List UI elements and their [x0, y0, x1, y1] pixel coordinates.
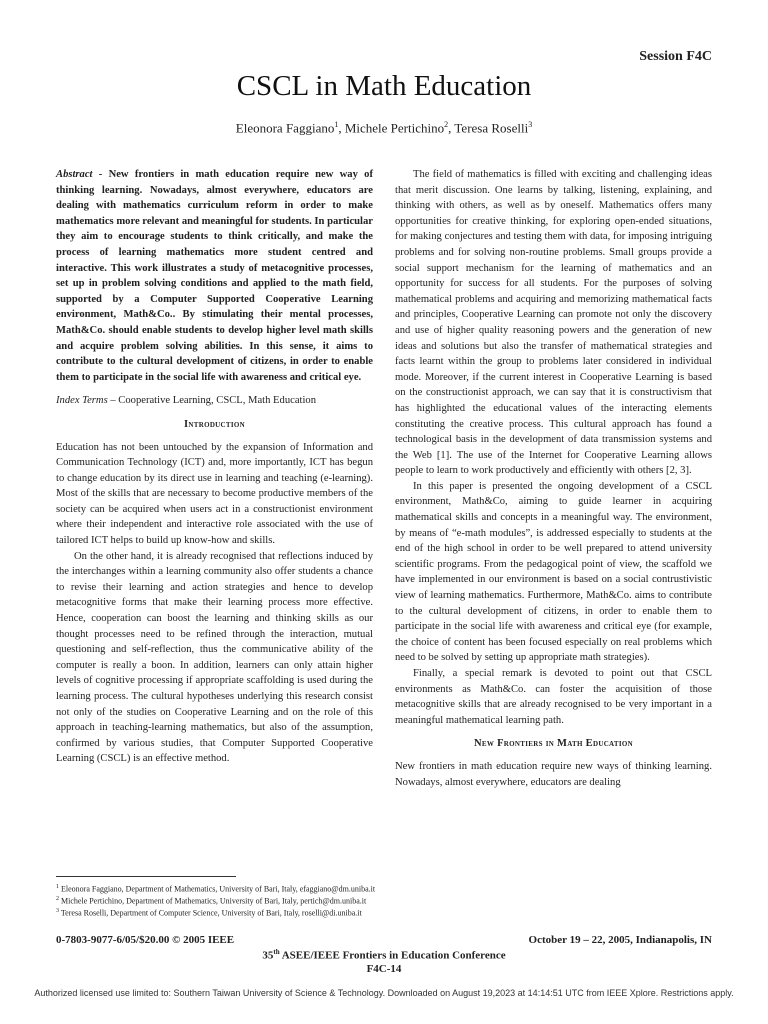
author-mark: 1 [334, 120, 339, 129]
session-label: Session F4C [639, 49, 712, 64]
section-heading-new-frontiers: New Frontiers in Math Education [474, 738, 633, 750]
paragraph: On the other hand, it is already recognised that reflections induced by the interchanges within a learning community also offer students a chance to revise their learning and action strategies and hence to develop metacognitive forms that make their learning process more effective. Hence, cooperation can boost the learning and thinking skills as our thought processes need to be refined through the interaction, mutual questioning and self-reflection, thus the communicative ability of the computer is really a boon. In addition, learners can only attain higher levels of cognitive processing if appropriate scaffolding is used during the learning process. The cultural hypotheses underlying this research consist not only of the studies on Cooperative Learning and on the role of this approach in teaching-learning mathematics, but also of the assumption, confirmed by various studies, that Computer Supported Cooperative Learning (CSCL) is an effective method. [56, 550, 373, 765]
license-notice: Authorized licensed use limited to: Southern Taiwan University of Science & Technology. Downloaded on August 19,2023 at 14:14:51 UTC from IEEE Xplore. Restrictions apply. [34, 988, 734, 998]
footnote [56, 882, 375, 895]
footnote-text: Teresa Roselli, Department of Computer Science, University of Bari, Italy, roselli@di.uniba.it [59, 908, 362, 918]
footnote [56, 906, 362, 919]
footnote-divider [56, 876, 236, 877]
author-mark: 2 [444, 120, 449, 129]
footnote-mark: 2 [56, 896, 59, 902]
paragraph: New frontiers in math education require new ways of thinking learning. Nowadays, almost everywhere, educators are dealing [395, 760, 712, 788]
paragraph: In this paper is presented the ongoing development of a CSCL environment, Math&Co, aiming to guide learner in acquiring mathematical skills and concepts in a meaningful way. The environment, by means of “e-math modules”, is addressed especially to students at the end of the high school in order to be well prepared to attend university scientific programs. From the pedagogical point of view, the scaffold we have implemented in our environment is based on a social contrustivistic view of learning mathematics. Furthermore, Math&Co. aims to contribute to the cultural development of citizens, in order to enable them to participate in the social life with awareness and critical eye (for example, the choice of content has been focused especially on real problems which need to be solved by setting up appropriate math strategies). [395, 480, 712, 664]
footer-page-code: F4C-14 [366, 963, 402, 975]
section-heading-introduction: Introduction [184, 418, 245, 430]
paragraph: Finally, a special remark is devoted to point out that CSCL environments as Math&Co. can foster the acquisition of those metacognitive skills that are already recognised to be very important in a meaningful mathematical learning path. [395, 668, 712, 726]
footer-isbn: 0-7803-9077-6/05/$20.00 © 2005 IEEE [56, 934, 235, 946]
abstract-text: - New frontiers in math education require new way of thinking learning. Nowadays, almost everywhere, educators are dealing with mathematics curriculum reform in order to make mathematics more relevant and meaningful for students. In particular they aim to encourage students to think critically, and make the process of learning mathematics more student centred and interactive. This work illustrates a study of metacognitive processes, set up in problem solving conditions and applied to the math field, supported by a Computer Supported Cooperative Learning environment, Math&Co.. By stimulating their mental processes, Math&Co. should enable students to develop higher level math skills and acquire problem solving abilities. In this sense, it aims to contribute to the cultural development of citizens, in order to enable them to participate in the social life with awareness and critical eye. [56, 169, 373, 383]
paragraph: The field of mathematics is filled with exciting and challenging ideas that merit discussion. One learns by talking, listening, explaining, and thinking with others, as well as by oneself. Mathematics offers many opportunities for creative thinking, for exploring open-ended situations, for making conjectures and testing them with data, for imposing intriguing problems and for solving non-routine problems. Small groups provide a social support mechanism for the learning of mathematics and an opportunity for success for all students. For the purposes of solving mathematical problems and acquiring and memorizing mathematical facts and principles, Cooperative Learning can promote not only the discovery and use of higher quality reasoning powers and the generation of new ideas and solutions but also the transfer of mathematical strategies and facts learnt within the group to problems later considered in individual mode. Moreover, if the current interest in Cooperative Learning is based on the constructionist approach, we can say that it is constructivism that has highlighted the educational values of the interacting elements constituting the creative process. This cultural approach has found a technological basis in the development of data transmission systems and the Web [1]. The use of the Internet for Cooperative Learning allows people to learn to work productively and efficiently with others [2, 3]. [395, 169, 712, 477]
footnote [56, 894, 366, 907]
index-terms-text: – Cooperative Learning, CSCL, Math Education [107, 395, 317, 407]
author-name: Teresa Roselli [454, 120, 529, 136]
conference-name: ASEE/IEEE Frontiers in Education Conference [279, 949, 506, 962]
footnote-mark: 1 [56, 884, 59, 890]
footnote-text: Michele Pertichino, Department of Mathematics, University of Bari, Italy, pertich@dm.uniba.it [59, 896, 367, 906]
paragraph: Education has not been untouched by the expansion of Information and Communication Technology (ICT) and, more importantly, ICT has begun to change education by its direct use in learning and teaching (e-learning). Most of the skills that are necessary to become productive members of the society can be acquired when users act in a constructionist environment where their independent and interactive role associated with the use of tailored ICT helps to build up know-how and skills. [56, 441, 373, 547]
conference-number: 35 [262, 949, 274, 962]
left-column [56, 167, 373, 767]
footnote-mark: 3 [56, 908, 59, 914]
index-terms [56, 393, 373, 409]
paper-title: CSCL in Math Education [236, 70, 532, 102]
abstract-label: Abstract [56, 169, 93, 180]
index-terms-label: Index Terms [56, 395, 108, 407]
author-list: Eleonora Faggiano$^1$, Michele Pertichino$^2$, Teresa Roselli$^3$ [235, 120, 533, 136]
footer-date-location: October 19 – 22, 2005, Indianapolis, IN [528, 934, 712, 946]
right-column [395, 167, 712, 790]
footer-conference [0, 948, 768, 962]
author-name: Michele Pertichino [344, 120, 445, 136]
abstract [56, 167, 373, 385]
footnote-text: Eleonora Faggiano, Department of Mathematics, University of Bari, Italy, efaggiano@dm.uniba.it [59, 884, 376, 894]
author-mark: 3 [528, 120, 533, 129]
conference-ordinal: th [273, 948, 280, 956]
author-name: Eleonora Faggiano [235, 120, 335, 136]
